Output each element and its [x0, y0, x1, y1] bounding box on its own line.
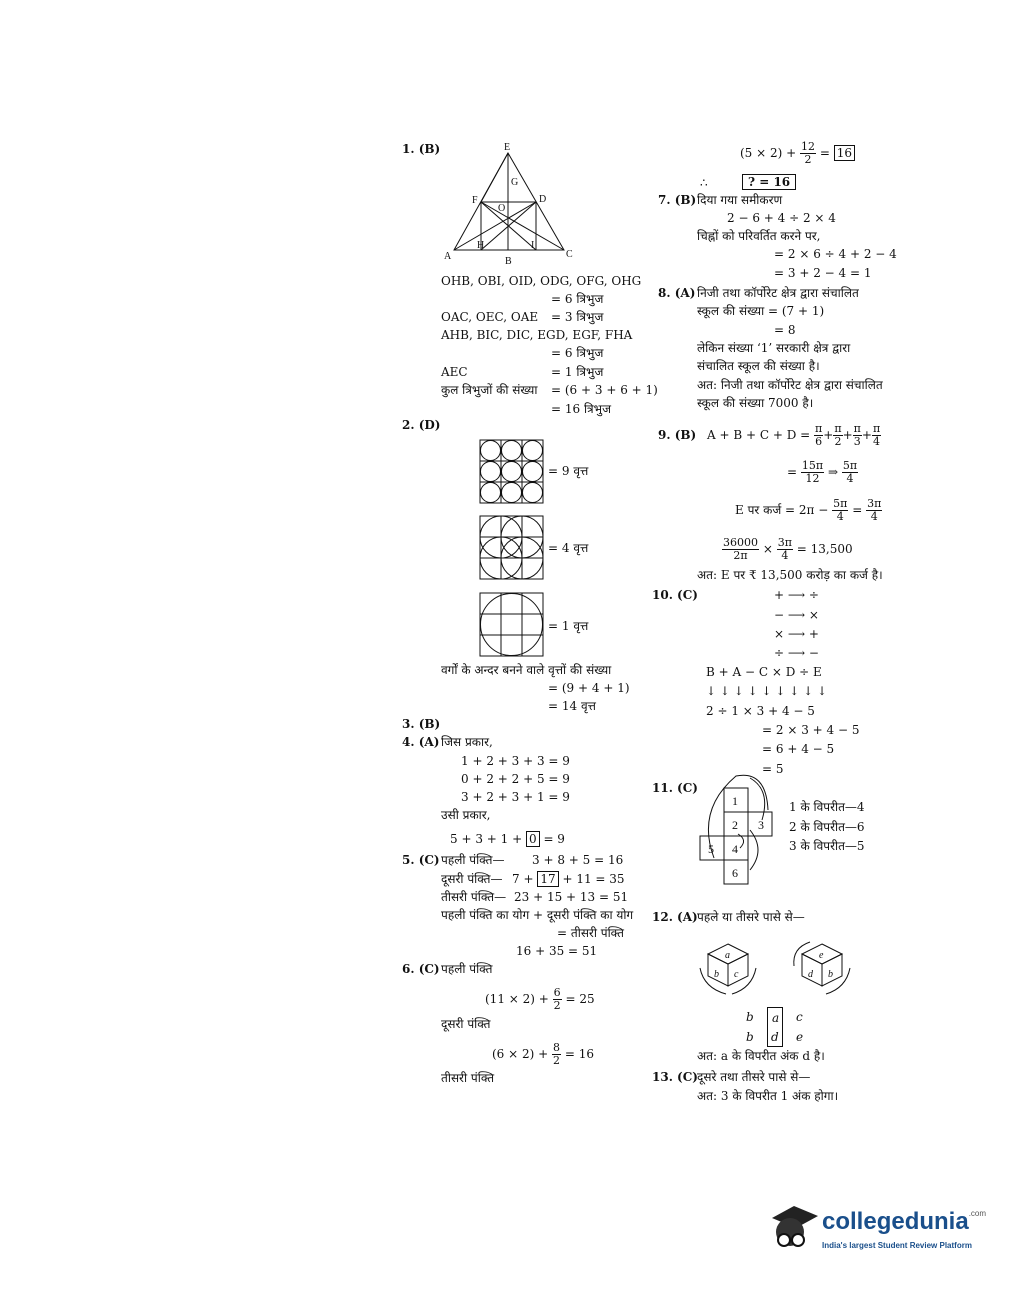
- pt-C: C: [566, 249, 573, 260]
- pt-F: F: [472, 195, 478, 206]
- q4-line5-a: 5 + 3 + 1 +: [450, 832, 523, 846]
- q4-label: 4. (A): [402, 735, 440, 749]
- dice1-c: c: [734, 969, 739, 980]
- q13-label: 13. (C): [652, 1070, 698, 1084]
- q6-eq2-den: 2: [553, 1054, 561, 1068]
- q9-frac-15pi: [801, 460, 824, 485]
- q10-map4: ÷ ⟶ −: [774, 646, 819, 660]
- q10-line1: 2 ÷ 1 × 3 + 4 − 5: [706, 704, 815, 718]
- net-4: 4: [732, 842, 738, 856]
- q6-eq3-den: 2: [804, 153, 812, 167]
- q4-line3: 3 + 2 + 3 + 1 = 9: [461, 790, 570, 804]
- den: 2π: [733, 549, 748, 563]
- mascot-icon: [764, 1198, 820, 1256]
- q4-line2: 0 + 2 + 2 + 5 = 9: [461, 772, 570, 786]
- q2-line2: = (9 + 4 + 1): [548, 681, 630, 695]
- den: 4: [873, 435, 881, 449]
- dice1-a: a: [725, 950, 730, 961]
- q6-eq2-a: (6 × 2) +: [492, 1047, 549, 1062]
- pt-O: O: [498, 203, 506, 214]
- dice2-e: e: [819, 950, 824, 961]
- pt-B: B: [505, 256, 512, 267]
- collegedunia-logo[interactable]: [762, 1196, 990, 1258]
- q11-opp1: 1 के विपरीत—4: [789, 800, 865, 814]
- num: 15π: [801, 459, 824, 472]
- q4-line4: उसी प्रकार,: [441, 808, 491, 822]
- q9-eq4: [722, 537, 853, 562]
- q9-debt-label: E पर कर्ज = 2π −: [735, 503, 829, 518]
- q8-line1: स्कूल की संख्या = (7 + 1): [697, 304, 825, 318]
- q7-line1: 2 − 6 + 4 ÷ 2 × 4: [727, 211, 836, 225]
- q2-figure-1-circle: [479, 592, 545, 658]
- dice2-d: d: [808, 969, 813, 980]
- q5-line6: 16 + 35 = 51: [516, 944, 598, 958]
- q10-arrows: ↓ ↓ ↓ ↓ ↓ ↓ ↓ ↓ ↓: [706, 684, 828, 698]
- q2-figure-4-circles: [479, 515, 545, 581]
- den: 6: [815, 435, 823, 449]
- q1-line5: AHB, BIC, DIC, EGD, EGF, FHA: [441, 328, 633, 342]
- q5-row3-label: तीसरी पंक्ति—: [441, 890, 507, 904]
- net-2: 2: [732, 818, 738, 832]
- q10-label: 10. (C): [652, 588, 698, 602]
- num: π: [834, 422, 842, 435]
- q5-row2-value: [512, 873, 625, 885]
- q6-eq3-num: 12: [801, 140, 816, 153]
- eq: =: [787, 465, 798, 480]
- q1-line3: OAC, OEC, OAE: [441, 310, 539, 324]
- q12-t1a: b: [746, 1010, 754, 1024]
- net-6: 6: [732, 866, 738, 880]
- q6-eq3-frac: [800, 141, 816, 166]
- q8-line4: संचालित स्कूल की संख्या है।: [697, 359, 820, 373]
- q6-answer-box: ? = 16: [742, 174, 796, 190]
- q6-eq2-b: = 16: [564, 1047, 594, 1062]
- plus: +: [823, 428, 834, 443]
- logo-name: [822, 1210, 986, 1234]
- q2-fig1-text: = 9 वृत्त: [548, 464, 589, 478]
- q10-line2: = 2 × 3 + 4 − 5: [762, 723, 860, 737]
- q12-conclusion: अत: a के विपरीत अंक d है।: [697, 1049, 825, 1063]
- q6-eq1-frac: [553, 987, 562, 1012]
- q1-line11: = 16 त्रिभुज: [551, 402, 612, 416]
- q4-line5: [450, 833, 565, 845]
- plus: +: [842, 428, 853, 443]
- pt-I: I: [531, 240, 535, 251]
- den: 4: [870, 510, 878, 524]
- q10-map2: − ⟶ ×: [774, 608, 819, 622]
- num: 5π: [842, 459, 858, 472]
- q11-label: 11. (C): [652, 781, 698, 795]
- plus: +: [861, 428, 872, 443]
- q11-opp2: 2 के विपरीत—6: [789, 820, 865, 834]
- q8-line3: लेकिन संख्या ‘1’ सरकारी क्षेत्र द्वारा: [697, 341, 851, 355]
- q9-frac-4: [872, 423, 881, 448]
- num: 5π: [833, 497, 848, 510]
- q8-line5: अत: निजी तथा कॉर्पोरेट क्षेत्र द्वारा संचालित: [697, 378, 883, 392]
- pt-E: E: [504, 142, 511, 153]
- q6-eq3-box: 16: [834, 145, 855, 161]
- q12-dice-2: [790, 938, 854, 998]
- q6-eq2-num: 8: [553, 1041, 561, 1054]
- q12-t2c: e: [796, 1030, 804, 1044]
- num: 3π: [867, 497, 882, 510]
- q7-line0: दिया गया समीकरण: [697, 193, 783, 207]
- pt-D: D: [539, 194, 547, 205]
- dice1-b: b: [714, 969, 719, 980]
- implies-arrow: ⇒: [827, 465, 839, 480]
- q12-label: 12. (A): [652, 910, 698, 924]
- q4-answer-box: 0: [526, 831, 540, 847]
- q9-eq1: [707, 423, 881, 448]
- q5-row2-d: + 11 = 35: [562, 872, 625, 886]
- q10-map3: × ⟶ +: [774, 627, 819, 641]
- q6-eq3-a: (5 × 2) +: [740, 146, 797, 161]
- num: π: [872, 422, 881, 435]
- q13-line0: दूसरे तथा तीसरे पासे से—: [697, 1070, 811, 1084]
- pt-A: A: [444, 251, 452, 262]
- q1-triangle-figure: [440, 140, 580, 268]
- net-1: 1: [732, 794, 738, 808]
- q9-label: 9. (B): [658, 428, 697, 442]
- q6-eq1-num: 6: [553, 986, 561, 999]
- q1-line7: AEC: [441, 365, 468, 379]
- num: π: [853, 422, 861, 435]
- q1-line6: = 6 त्रिभुज: [551, 346, 604, 360]
- q12-t2b: d: [771, 1030, 779, 1044]
- q1-line10: = (6 + 3 + 6 + 1): [551, 383, 658, 397]
- q12-line0: पहले या तीसरे पासे से—: [697, 910, 805, 924]
- q9-conclusion: अत: E पर ₹ 13,500 करोड़ का कर्ज है।: [697, 568, 883, 582]
- q5-row2-a: 7 +: [512, 872, 534, 886]
- q6-label: 6. (C): [402, 962, 440, 976]
- times: ×: [762, 542, 773, 557]
- den: 4: [846, 472, 854, 486]
- q1-line2: = 6 त्रिभुज: [551, 292, 604, 306]
- eq: =: [852, 503, 863, 518]
- net-3: 3: [758, 818, 764, 832]
- q5-row3-value: 23 + 15 + 13 = 51: [514, 890, 629, 904]
- q9-eq3: [735, 498, 882, 523]
- q7-line3: = 2 × 6 ÷ 4 + 2 − 4: [774, 247, 897, 261]
- q2-line3: = 14 वृत्त: [548, 699, 596, 713]
- q6-eq2-frac: [552, 1042, 561, 1067]
- q1-line9: कुल त्रिभुजों की संख्या: [441, 383, 538, 397]
- q1-line8: = 1 त्रिभुज: [551, 365, 604, 379]
- q9-eq1-lhs: A + B + C + D =: [707, 428, 811, 443]
- q8-line0: निजी तथा कॉर्पोरेट क्षेत्र द्वारा संचालित: [697, 286, 859, 300]
- q6-eq3-eq: =: [819, 146, 830, 161]
- q12-t2a: b: [746, 1030, 754, 1044]
- q4-line0: जिस प्रकार,: [441, 735, 493, 749]
- pt-H: H: [477, 240, 485, 251]
- den: 4: [836, 510, 844, 524]
- q9-frac-36000: [722, 537, 759, 562]
- q6-eq3: [740, 141, 855, 166]
- q9-frac-5pi: [842, 460, 858, 485]
- q12-t1b: a: [772, 1011, 780, 1025]
- q10-line4: = 5: [762, 762, 784, 776]
- q2-line1: वर्गों के अन्दर बनने वाले वृत्तों की संख्या: [441, 663, 612, 677]
- q5-row2-label: दूसरी पंक्ति—: [441, 872, 503, 886]
- q2-label: 2. (D): [402, 418, 441, 432]
- q8-line6: स्कूल की संख्या 7000 है।: [697, 396, 814, 410]
- q7-line4: = 3 + 2 − 4 = 1: [774, 266, 872, 280]
- den: 3: [853, 435, 861, 449]
- q6-row1-label: पहली पंक्ति: [441, 962, 493, 976]
- q6-eq1-a: (11 × 2) +: [485, 992, 549, 1007]
- q12-answer-box: [767, 1007, 783, 1047]
- q9-frac-3: [853, 423, 862, 448]
- q5-label: 5. (C): [402, 853, 440, 867]
- pt-G: G: [511, 177, 519, 188]
- q7-label: 7. (B): [658, 193, 697, 207]
- q6-row2-label: दूसरी पंक्ति: [441, 1017, 491, 1031]
- q11-cube-net: [696, 770, 786, 890]
- q7-line2: चिह्नों को परिवर्तित करने पर,: [697, 229, 821, 243]
- q6-eq1-den: 2: [553, 999, 561, 1013]
- q5-line4: पहली पंक्ति का योग + दूसरी पंक्ति का योग: [441, 908, 634, 922]
- q5-answer-box: 17: [537, 871, 558, 887]
- q10-line3: = 6 + 4 − 5: [762, 742, 835, 756]
- q9-frac-3pi: [866, 498, 882, 523]
- q9-eq2: [787, 460, 858, 485]
- q8-line2: = 8: [774, 323, 796, 337]
- q6-eq2: [492, 1042, 594, 1067]
- q1-label: 1. (B): [402, 142, 441, 156]
- num: π: [815, 422, 823, 435]
- dice2-b: b: [828, 969, 833, 980]
- den: 2: [834, 435, 842, 449]
- q1-line4: = 3 त्रिभुज: [551, 310, 604, 324]
- q2-fig3-text: = 1 वृत्त: [548, 619, 589, 633]
- q5-line5: = तीसरी पंक्ति: [557, 926, 624, 940]
- net-5: 5: [708, 842, 714, 856]
- q9-frac-1: [814, 423, 823, 448]
- q4-line5-c: = 9: [543, 832, 565, 846]
- den: 12: [805, 472, 820, 486]
- q9-frac-3pi-b: [777, 537, 793, 562]
- q5-row1-value: 3 + 8 + 5 = 16: [532, 853, 624, 867]
- q13-line1: अत: 3 के विपरीत 1 अंक होगा।: [697, 1089, 839, 1103]
- q6-eq1: [485, 987, 595, 1012]
- q12-t1c: c: [796, 1010, 803, 1024]
- q6-therefore: ∴: [700, 176, 708, 190]
- q4-line1: 1 + 2 + 3 + 3 = 9: [461, 754, 570, 768]
- num: 3π: [777, 536, 792, 549]
- q9-frac-2: [833, 423, 842, 448]
- q11-opp3: 3 के विपरीत—5: [789, 839, 865, 853]
- logo-name-text: collegedunia: [822, 1208, 969, 1235]
- q10-map1: + ⟶ ÷: [774, 588, 819, 602]
- q5-row1-label: पहली पंक्ति—: [441, 853, 505, 867]
- q1-line1: OHB, OBI, OID, ODG, OFG, OHG: [441, 274, 642, 288]
- q6-eq1-b: = 25: [565, 992, 595, 1007]
- q10-expr: B + A − C × D ÷ E: [706, 665, 822, 679]
- logo-tagline: India's largest Student Review Platform: [822, 1241, 972, 1250]
- num: 36000: [723, 536, 758, 549]
- q9-result: = 13,500: [796, 542, 853, 557]
- logo-suffix: .com: [968, 1209, 987, 1218]
- q2-figure-9-circles: [479, 439, 545, 505]
- q9-frac-5pi-b: [832, 498, 848, 523]
- q8-label: 8. (A): [658, 286, 696, 300]
- q2-fig2-text: = 4 वृत्त: [548, 541, 589, 555]
- q6-row3-label: तीसरी पंक्ति: [441, 1071, 495, 1085]
- q3-label: 3. (B): [402, 717, 441, 731]
- den: 4: [781, 549, 789, 563]
- q12-dice-1: [696, 938, 760, 998]
